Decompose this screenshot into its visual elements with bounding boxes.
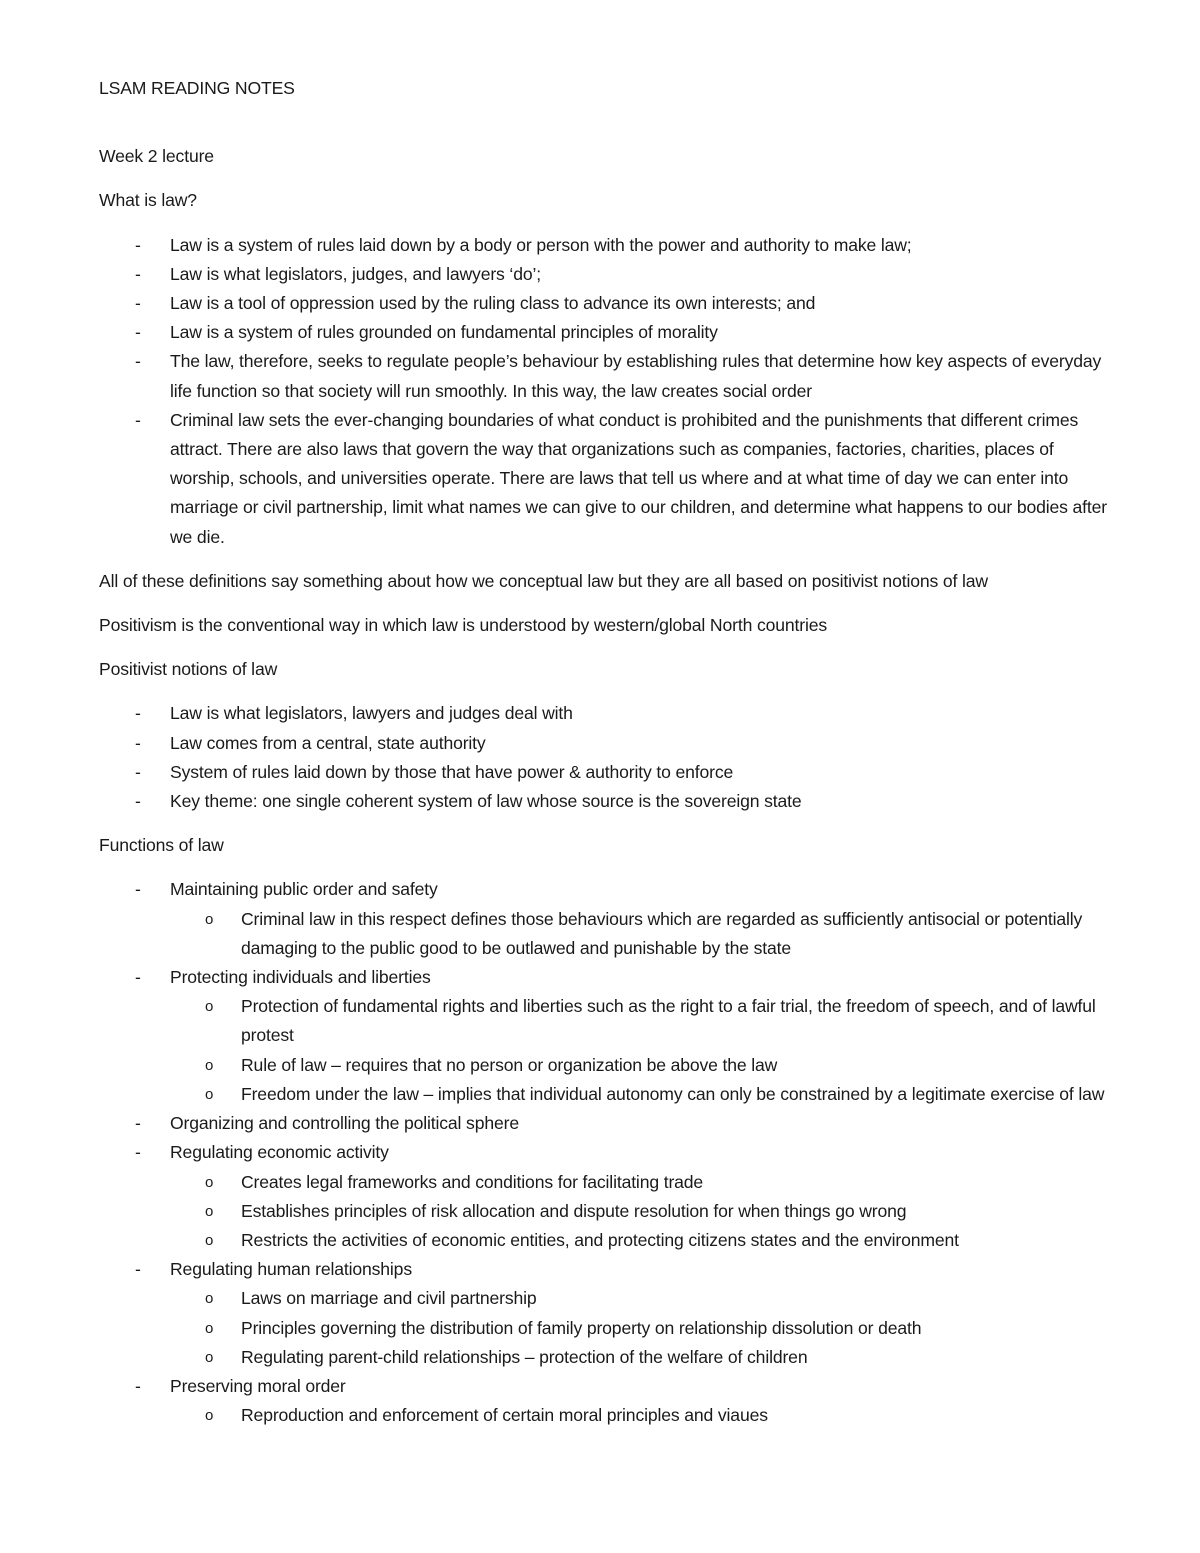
sub-list [170, 992, 1109, 1109]
sub-item-text: Principles governing the distribution of family property on relationship dissolution or death [241, 1317, 922, 1338]
circle-bullet: o [205, 910, 214, 928]
dash-bullet: - [135, 1113, 141, 1134]
dash-bullet: - [135, 967, 141, 988]
circle-bullet: o [205, 1173, 214, 1191]
circle-bullet: o [205, 1202, 214, 1220]
sub-item-text: Reproduction and enforcement of certain moral principles and viaues [241, 1405, 768, 1426]
sub-item [170, 1401, 1109, 1430]
list-item-text: Law is what legislators, judges, and lawyers ‘do’; [170, 263, 541, 284]
document-title: LSAM READING NOTES [99, 78, 295, 98]
list-item [99, 729, 1109, 758]
list-item [99, 787, 1109, 816]
function-label: Regulating human relationships [170, 1259, 412, 1280]
list-item [99, 289, 1109, 318]
what-is-law-heading: What is law? [99, 190, 197, 211]
sub-item [170, 905, 1109, 963]
sub-item [170, 1343, 1109, 1372]
sub-item-text: Restricts the activities of economic entities, and protecting citizens states and the environment [241, 1229, 959, 1250]
dash-bullet: - [135, 293, 141, 314]
sub-list [170, 1284, 1109, 1372]
dash-bullet: - [135, 791, 141, 812]
dash-bullet: - [135, 234, 141, 255]
dash-bullet: - [135, 703, 141, 724]
list-item-text: Law is a tool of oppression used by the ruling class to advance its own interests; and [170, 293, 816, 314]
circle-bullet: o [205, 1231, 214, 1249]
sub-item-text: Regulating parent-child relationships – protection of the welfare of children [241, 1346, 808, 1367]
function-label: Regulating economic activity [170, 1142, 389, 1163]
positivist-heading: Positivist notions of law [99, 659, 278, 680]
list-item-text: Key theme: one single coherent system of law whose source is the sovereign state [170, 791, 802, 812]
sub-item [170, 1284, 1109, 1313]
what-is-law-list [99, 231, 1109, 552]
dash-bullet: - [135, 732, 141, 753]
list-item [99, 406, 1109, 552]
dash-bullet: - [135, 351, 141, 372]
function-label: Protecting individuals and liberties [170, 967, 431, 988]
list-item-text: Law comes from a central, state authority [170, 732, 486, 753]
list-item-text: The law, therefore, seeks to regulate people’s behaviour by establishing rules that determine how key aspects of everyday life function so that society will run smoothly. In this way, the law creates social order [170, 351, 1102, 401]
function-item [99, 1255, 1109, 1372]
dash-bullet: - [135, 322, 141, 343]
function-item [99, 875, 1109, 963]
functions-list [99, 875, 1109, 1430]
functions-heading: Functions of law [99, 835, 224, 856]
sub-item-text: Creates legal frameworks and conditions for facilitating trade [241, 1171, 704, 1192]
sub-item-text: Rule of law – requires that no person or organization be above the law [241, 1054, 778, 1075]
dash-bullet: - [135, 761, 141, 782]
sub-list [170, 1168, 1109, 1256]
sub-item-text: Criminal law in this respect defines those behaviours which are regarded as sufficiently antisocial or potentially damaging to the public good to be outlawed and punishable by the state [241, 908, 1083, 958]
dash-bullet: - [135, 1375, 141, 1396]
list-item [99, 758, 1109, 787]
positivist-list [99, 699, 1109, 816]
week-heading: Week 2 lecture [99, 146, 214, 167]
circle-bullet: o [205, 1085, 214, 1103]
dash-bullet: - [135, 263, 141, 284]
function-item [99, 1372, 1109, 1430]
list-item-text: Criminal law sets the ever-changing boundaries of what conduct is prohibited and the punishments that different crimes attract. There are also laws that govern the way that organizations such as companies, factories, charities, places of worship, schools, and universities operate. There are laws that tell us where and at what time of day we can enter into marriage or civil partnership, limit what names we can give to our children, and determine what happens to our bodies after we die. [170, 409, 1107, 547]
sub-list [170, 1401, 1109, 1430]
sub-item-text: Protection of fundamental rights and liberties such as the right to a fair trial, the freedom of speech, and of lawful protest [241, 996, 1096, 1046]
sub-item-text: Laws on marriage and civil partnership [241, 1288, 537, 1309]
dash-bullet: - [135, 1142, 141, 1163]
circle-bullet: o [205, 1319, 214, 1337]
sub-item-text: Establishes principles of risk allocation and dispute resolution for when things go wrong [241, 1200, 907, 1221]
list-item-text: System of rules laid down by those that have power & authority to enforce [170, 761, 734, 782]
document-page [99, 74, 1109, 1445]
list-item [99, 260, 1109, 289]
list-item [99, 699, 1109, 728]
list-item-text: Law is a system of rules laid down by a body or person with the power and authority to make law; [170, 234, 912, 255]
function-item [99, 963, 1109, 1109]
function-item [99, 1109, 1109, 1138]
list-item-text: Law is what legislators, lawyers and judges deal with [170, 703, 573, 724]
list-item [99, 318, 1109, 347]
sub-item [170, 1197, 1109, 1226]
sub-item [170, 1051, 1109, 1080]
circle-bullet: o [205, 1056, 214, 1074]
positivism-paragraph: Positivism is the conventional way in which law is understood by western/global North countries [99, 615, 827, 636]
sub-item-text: Freedom under the law – implies that individual autonomy can only be constrained by a legitimate exercise of law [241, 1083, 1105, 1104]
sub-item [170, 992, 1109, 1050]
circle-bullet: o [205, 1290, 214, 1308]
list-item-text: Law is a system of rules grounded on fundamental principles of morality [170, 322, 718, 343]
sub-item [170, 1080, 1109, 1109]
function-label: Preserving moral order [170, 1375, 346, 1396]
circle-bullet: o [205, 998, 214, 1016]
dash-bullet: - [135, 879, 141, 900]
circle-bullet: o [205, 1407, 214, 1425]
sub-item [170, 1314, 1109, 1343]
sub-item [170, 1226, 1109, 1255]
function-item [99, 1138, 1109, 1255]
sub-item [170, 1168, 1109, 1197]
definitions-paragraph: All of these definitions say something about how we conceptual law but they are all based on positivist notions of law [99, 570, 988, 591]
list-item [99, 347, 1109, 405]
dash-bullet: - [135, 409, 141, 430]
sub-list [170, 905, 1109, 963]
list-item [99, 231, 1109, 260]
function-label: Maintaining public order and safety [170, 879, 438, 900]
circle-bullet: o [205, 1348, 214, 1366]
dash-bullet: - [135, 1259, 141, 1280]
function-label: Organizing and controlling the political sphere [170, 1113, 519, 1134]
